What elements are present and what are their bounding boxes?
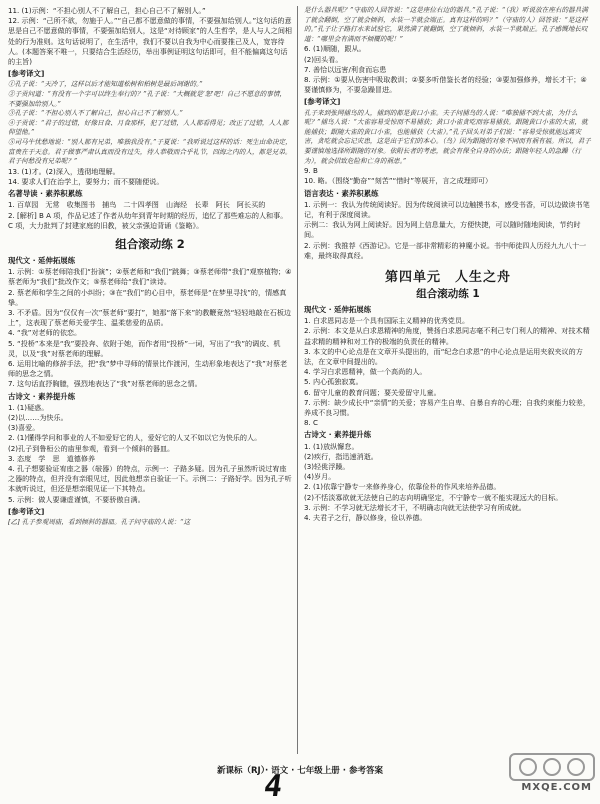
left-column: [8, 6, 292, 754]
answer-line: 2. 示例：本文是从白求恩精神的角度，赞扬白求恩同志毫不利己专门利人的精神、对技术精益求精的精神和对工作的极端的负责任的精神。: [304, 326, 590, 346]
page-footer: 新课标（RJ）· 语文 · 七年级上册 · 参考答案: [217, 766, 383, 776]
answer-line: 1. 百草园 无常 收集图书 捕鸟 二十四孝图 山海经 长辈 阿长 阿长买的: [8, 200, 266, 210]
section-heading: 名著导读 · 素养积累练: [8, 189, 83, 199]
answer-line: 5. 内心孤独寂寞。: [304, 377, 363, 387]
answer-line: (2)回头看。: [304, 54, 343, 64]
answer-line: (3)喜爱。: [8, 423, 40, 433]
page-number: 4: [261, 769, 285, 804]
watermark-text: MXQE.COM: [521, 782, 592, 793]
section-heading: 古诗文 · 素养提升练: [8, 391, 76, 401]
answer-line: (3)轻佻浮躁。: [304, 462, 350, 472]
answer-line: 2. (1)依靠宁静专一来修养身心，依靠俭朴的作风来培养品德。: [304, 482, 501, 492]
answer-line: (2)不恬淡寡欲就无法使自己的志向明确坚定，不宁静专一就不能实现远大的目标。: [304, 492, 563, 502]
answer-line: 1. 示例：①蔡老师陪我们“扮演”；②蔡老师和“我们”跳舞；③蔡老师带“我们”观察植物；④蔡老师为“我们”批改作文；⑤蔡老师给“我们”读诗。: [8, 267, 292, 287]
answer-line: 示例二：我认为网上阅读好。因为网上信息量大，方便快捷，可以随时随地阅读，节约时间。: [304, 220, 581, 240]
answer-line: 2. 示例：我推荐《西游记》。它是一部非常精彩的神魔小说。书中师徒四人历经九九八十一难，最终取得真经。: [304, 240, 587, 260]
answer-line: 2. 蔡老师和学生之间的小纠纷；③在“我们”的心目中，蔡老师是“在梦里寻找”的，情感真挚。: [8, 287, 287, 307]
answer-line: 4. “我”对老师的依恋。: [8, 328, 82, 338]
section-heading: 现代文 · 延伸拓展练: [8, 255, 76, 265]
translation-text: ⑤司马牛忧愁地说：“别人都有兄弟，唯独我没有。”子夏说：“我听说过这样的话：死生由命决定，富贵在于天意。君子做事严肃认真而没有过失，待人恭敬而合乎礼节，四海之内的人，都是兄弟。君子何愁没有兄弟呢？”: [8, 137, 292, 166]
translation-text: ②子贡问道：“有没有一个字可以终生奉行的？”孔子说：“大概就是‘恕’吧！自己不愿意的事情，不要强加给别人。”: [8, 90, 287, 108]
right-answers-unit-4: [304, 305, 592, 523]
answer-line: 3. 不矛盾。因为“仅仅有一次”蔡老师“要打”，她那“落下来”的教鞭竟然“轻轻地敲在石板边上”，这表现了蔡老师关爱学生、温柔慈爱的品质。: [8, 308, 292, 328]
unit-title: 第四单元 人生之舟: [384, 269, 511, 285]
answer-line: 9. B: [304, 166, 318, 176]
translation-text: 是什么器具呢？”守庙的人回答说：“这是座位右边的器具。”孔子说：“（我）听说放在座右的器具满了就会翻倒，空了就会倾斜，水装一半就会端正。真有这样的吗？”（守庙的人）回答说：“是这样的。”孔子让子路打水来试验它，果然满了就翻倒，空了就倾斜，水装一半就端正。孔子感慨地长叹道：“哪里会有满而不倾覆的呢！”: [304, 6, 588, 43]
section-heading: 语言表达 · 素养积累练: [304, 188, 379, 198]
translation-text: ①孔子说：“天冷了，这样以后才能知道松树和柏树是最后凋谢的。”: [8, 80, 203, 89]
answer-line: 11. (1)示例：“不担心别人不了解自己，担心自己不了解别人。”: [8, 6, 206, 15]
answer-line: 6. 运用比喻的修辞手法，把“我”梦中寻师的情景比作渡河，生动形象地表达了“我”对蔡老师的思念之情。: [8, 359, 288, 379]
left-answers: [8, 6, 292, 231]
section-heading: [参考译文]: [8, 69, 45, 79]
answer-line: (4)岁月。: [304, 472, 336, 482]
answer-line: (2)孔子到鲁桓公的庙里参观，看到一个倾斜的器皿。: [8, 443, 175, 453]
section-heading: [参考译文]: [8, 506, 45, 516]
right-column: [304, 6, 592, 754]
answer-line: 5. “投桥”本来是“我”要投奔、依附于她，而作者用“投桥”一词，写出了“我”的调皮、机灵，以及“我”对蔡老师的理解。: [8, 338, 281, 358]
translation-text: [乙] 孔子参观周庙，看到倾斜的器皿。孔子问守庙的人说：“这: [8, 518, 191, 527]
answer-line: 1. (1)疑惑。: [8, 402, 49, 412]
answer-line: 4. 夫君子之行，静以修身，俭以养德。: [304, 513, 427, 523]
section-title-combo-2: 组合滚动练 2: [115, 236, 185, 251]
column-divider: [297, 6, 298, 754]
unit-subtitle: 组合滚动练 1: [416, 287, 480, 300]
answer-line: 4. 孔子想要验证宥座之器（敧器）的特点，示例一：子路多疑。因为孔子虽然听说过宥座之器的特点，但并没有亲眼见过，因此他想亲自验证一下。示例二：子路好学。因为孔子听本就听说过，但还是想亲眼见证一下其特点。: [8, 464, 292, 494]
answer-line: 7. 示例：缺少成长中“亲情”的关爱；容易产生自卑、自暴自弃的心理；自我约束能力较差，养成不良习惯。: [304, 397, 590, 418]
answer-line: 12. 示例：“己所不欲，勿施于人。”“自己都不愿意做的事情，不要强加给别人。”这句话的意思是自己不愿意做的事情，不要强加给别人，这是“对待顾家”的人生哲学，是人与人之间相处的行为准则。这句话说明了，在生活中，我们不要以自我为中心而要推己及人，宽容待人。(本题答案不唯一，只要结合生活经历，举出事例证明这句话即可，但不能偏离这句话的主旨): [8, 16, 292, 67]
answer-line: 14. 要求人们在治学上，要努力；而不要随便说。: [8, 176, 164, 186]
answer-line: 8. C: [304, 418, 318, 428]
translation-text: 孔子来到张网捕鸟的人，捕到的都是黄口小雀。夫子问捕鸟的人说：“唯独捕不到大雀，为什么呢？”捕鸟人说：“大雀容易受惊而不易捕获；黄口小雀贪吃而容易捕获。跟随黄口小雀的大雀，就能捕获；跟随大雀的黄口小雀，也能捕获（大雀）。”孔子回头对弟子们说：“容易受惊就能远离灾害，贪吃就会忘记灾患，这是出于它们的本心。（鸟）因为跟随的对象不同而有祸有福。所以，君子要谨慎地选择所跟随的对象。依附长者的考虑，就会有保全自身的办法；跟随年轻人的急躁（行为），就会招致危险和亡身的祸患。”: [304, 108, 591, 165]
answer-line: 7. 善恰以远害/利食而忘患: [304, 64, 387, 74]
translation-text: ④子贡说：“君子的过错，好像日食、月食那样，犯了过错，人人都看得见；改正了过错，人人都仰望他。”: [8, 118, 289, 137]
section-heading: 古诗文 · 素养提升练: [304, 430, 372, 440]
left-answers-combo-2: [8, 256, 292, 528]
answer-line: 10. 略。（围绕“勤奋”“刻苦”“惜时”等展开，言之成理即可）: [304, 176, 493, 186]
translation-text: ③孔子说：“不担心别人不了解自己，担心自己不了解别人。”: [8, 109, 183, 118]
answer-line: 6. 留守儿童的教育问题；要关爱留守儿童。: [304, 387, 441, 397]
answer-line: 13. (1)才。(2)深入，透彻地理解。: [8, 166, 120, 176]
section-heading: [参考译文]: [304, 97, 341, 107]
answer-line: 2. (1)懂得学问和事业的人不如爱好它的人，爱好它的人又不如以它为快乐的人。: [8, 433, 262, 443]
answer-line: 3. 本文的中心论点是在文章开头提出的，而“纪念白求恩”的中心论点是运用夹叙夹议的方法，在文章中间提出的。: [304, 346, 583, 366]
right-answers: [304, 6, 592, 261]
answer-line: 1. 示例一：我认为传统阅读好。因为传统阅读可以边触摸书本，感受书香，可以边做读书笔记，有利于深度阅读。: [304, 199, 590, 219]
answer-line: 2. [解析] B A 项，作品记述了作者从幼年到青年时期的经历，追忆了那些难忘的人和事。C 项，大力批判了封建家庭的旧教，被父亲强迫背诵《鉴略》。: [8, 210, 288, 230]
answer-line: (2)疾行，指迅速消逝。: [304, 451, 378, 461]
answer-line: 1. (1)放纵懈怠。: [304, 441, 359, 451]
answer-line: 6. (1)顺随，跟从。: [304, 44, 366, 54]
answer-line: 8. 示例：①要从伤害中吸取教训；②要多听借鉴长者的经验；③要加强修养，增长才干；④要谨慎修为，不要急躁冒进。: [304, 74, 587, 95]
answer-line: 3. 态度 学 思 道德修养: [8, 453, 96, 463]
answer-line: 7. 这句话直抒胸臆，强烈地表达了“我”对蔡老师的思念之情。: [8, 379, 202, 389]
answer-line: (2)以……为快乐。: [8, 413, 68, 423]
answer-line: 4. 学习白求恩精神，做一个高尚的人。: [304, 367, 427, 377]
answer-line: 5. 示例：做人要谦虚谨慎，不要骄傲自满。: [8, 494, 145, 504]
section-heading: 现代文 · 延伸拓展练: [304, 304, 372, 314]
answer-line: 3. 示例：不学习就无法增长才干，不明确志向就无法使学习有所成就。: [304, 502, 526, 512]
answer-line: 1. 白求恩同志是一个具有国际主义精神的优秀党员。: [304, 316, 470, 326]
